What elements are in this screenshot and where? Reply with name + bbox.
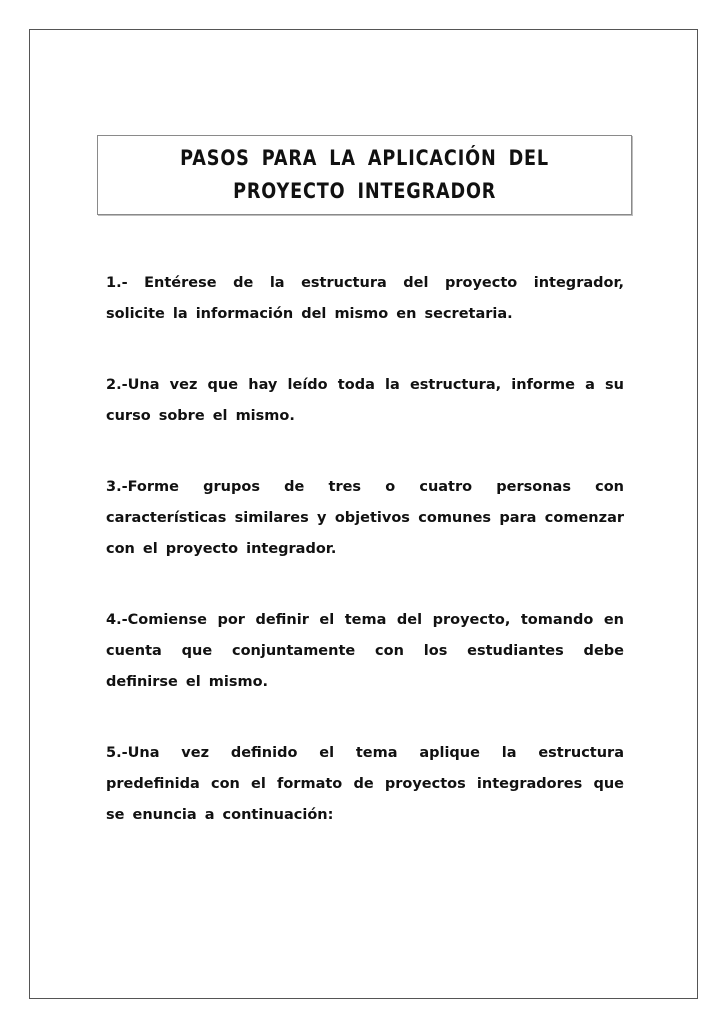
title-line-1: PASOS PARA LA APLICACIÓN DEL: [180, 146, 549, 170]
title-box: [97, 135, 632, 215]
step-2: 2.-Una vez que hay leído toda la estructura, informe a su curso sobre el mismo.: [106, 377, 624, 424]
step-4: 4.-Comiense por definir el tema del proyecto, tomando en cuenta que conjuntamente con los estudiantes debe definirse el mismo.: [106, 612, 624, 690]
title-line-2: PROYECTO INTEGRADOR: [232, 179, 497, 203]
step-5: 5.-Una vez definido el tema aplique la estructura predefinida con el formato de proyectos integradores que se enuncia a continuación:: [106, 745, 624, 823]
step-3: 3.-Forme grupos de tres o cuatro personas con características similares y objetivos comunes para comenzar con el proyecto integrador.: [106, 479, 624, 557]
steps-list: [106, 268, 624, 831]
step-1: 1.- Entérese de la estructura del proyecto integrador, solicite la información del mismo en secretaria.: [106, 275, 624, 322]
